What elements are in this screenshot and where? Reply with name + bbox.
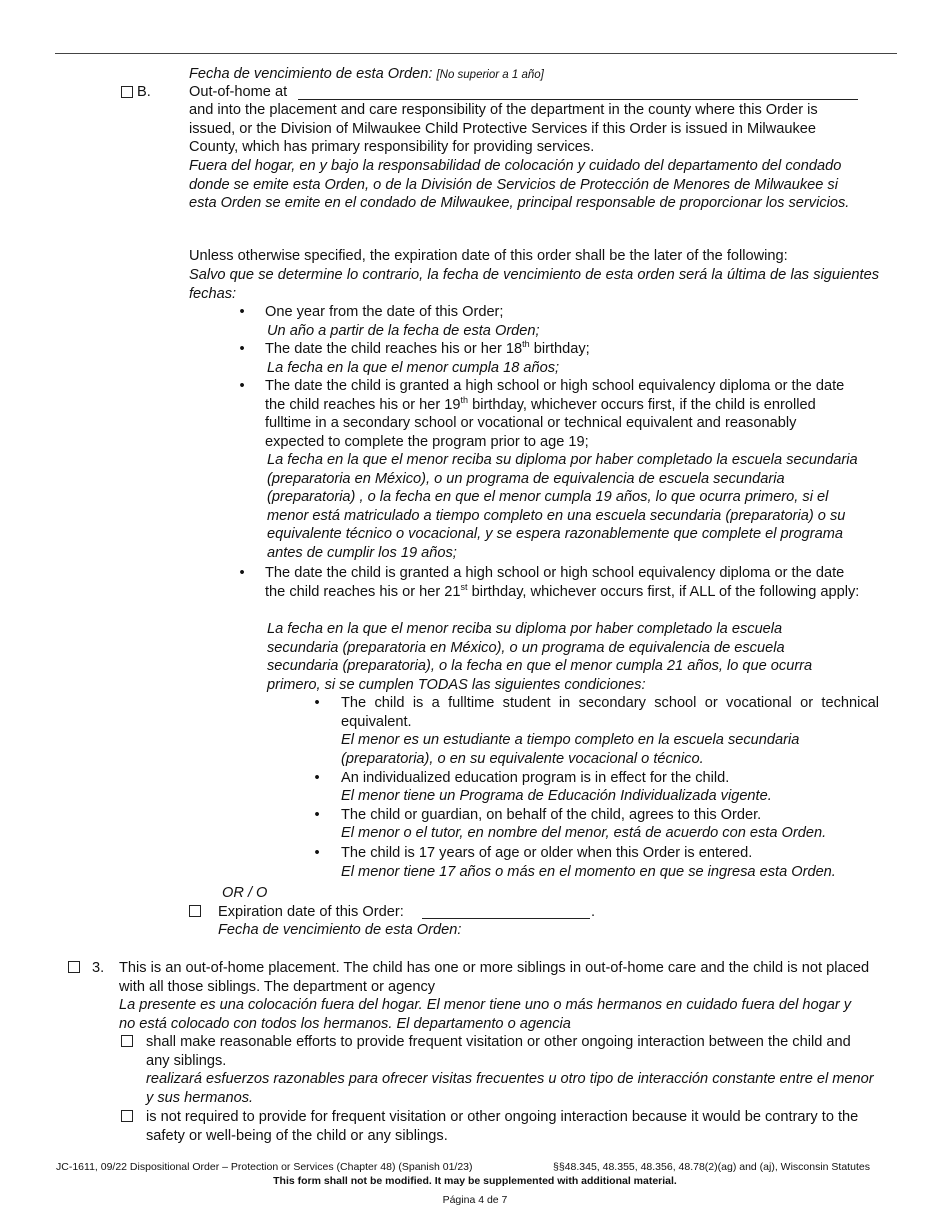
bullet-4-en: The date the child is granted a high school or high school equivalency diploma or the date the child reaches his or her 21st birthday, whichever occurs first, if ALL of the following apply: <box>265 565 860 600</box>
bullet-1-es: Un año a partir de la fecha de esta Orden; <box>267 323 540 339</box>
sub-bullet-1-es: El menor es un estudiante a tiempo completo en la escuela secundaria (preparatoria), o en su equivalente vocacional o técnico. <box>341 732 800 767</box>
section-b-letter: B. <box>137 84 151 100</box>
expiry-label-es: Fecha de vencimiento de esta Orden: <box>189 66 433 82</box>
top-rule <box>55 53 897 54</box>
sub-bullet-4-es: El menor tiene 17 años o más en el momento en que se ingresa esta Orden. <box>341 864 836 880</box>
bullet-dot: • <box>239 378 245 394</box>
page-number: Página 4 de 7 <box>442 1194 508 1206</box>
expiry-note-es: [No superior a 1 año] <box>436 69 544 81</box>
option-reasonable-efforts-checkbox[interactable] <box>121 1035 133 1047</box>
bullet-dot: • <box>239 565 245 581</box>
unless-text-es: Salvo que se determine lo contrario, la fecha de vencimiento de esta orden será la última de las siguientes fechas: <box>189 267 879 302</box>
sub-bullet-dot: • <box>314 695 320 711</box>
sub-bullet-3-es: El menor o el tutor, en nombre del menor, está de acuerdo con esta Orden. <box>341 825 827 841</box>
bullet-3-es: La fecha en la que el menor reciba su diploma por haber completado la escuela secundaria (preparatoria en México), o un programa de equivalencia de escuela secundaria (preparatoria) , o la fecha en que el menor cumpla 19 años, lo que ocurra primero, si el menor está matriculado a tiempo completo en una escuela secundaria (preparatoria) o su equivalente técnico o vocacional, y se espera razonablemente que complete el programa antes de cumplir los 19 años; <box>267 452 858 561</box>
section-b-text-es: Fuera del hogar, en y bajo la responsabilidad de colocación y cuidado del departamento del condado donde se emite esta Orden, o de la División de Servicios de Protección de Menores de Milwaukee si esta Orden se emite en el condado de Milwaukee, principal responsable de proporcionar los servicios. <box>189 158 850 212</box>
footer-notice: This form shall not be modified. It may be supplemented with additional material. <box>273 1175 677 1187</box>
sub-bullet-dot: • <box>314 845 320 861</box>
expiration-date-label-es: Fecha de vencimiento de esta Orden: <box>218 922 462 938</box>
out-of-home-location-field[interactable] <box>298 99 858 100</box>
sub-bullet-dot: • <box>314 807 320 823</box>
section-b-text-en: and into the placement and care responsibility of the department in the county where this Order is issued, or the Division of Milwaukee Child Protective Services if this Order is issued in Milwaukee County, which has primary responsibility for providing services. <box>189 102 818 156</box>
section-3-number: 3. <box>92 960 105 976</box>
bullet-2-es: La fecha en la que el menor cumpla 18 años; <box>267 360 560 376</box>
expiration-date-field[interactable] <box>422 918 590 919</box>
or-label: OR / O <box>222 885 268 901</box>
unless-text-en: Unless otherwise specified, the expiration date of this order shall be the later of the following: <box>189 248 788 264</box>
expiration-date-checkbox[interactable] <box>189 905 201 917</box>
sub-bullet-1-en: The child is a fulltime student in secondary school or vocational or technical equivalent. <box>341 695 879 730</box>
option-not-required-checkbox[interactable] <box>121 1110 133 1122</box>
bullet-1-en: One year from the date of this Order; <box>265 304 504 320</box>
section-3-text-en: This is an out-of-home placement. The child has one or more siblings in out-of-home care and the child is not placed with all those siblings. The department or agency <box>119 960 870 995</box>
section-3-text-es: La presente es una colocación fuera del hogar. El menor tiene uno o más hermanos en cuidado fuera del hogar y no está colocado con todos los hermanos. El departamento o agencia <box>119 997 852 1032</box>
option-not-required-en: is not required to provide for frequent visitation or other ongoing interaction because it would be contrary to the safety or well-being of the child or any siblings. <box>146 1109 859 1144</box>
bullet-dot: • <box>239 304 245 320</box>
bullet-4-es: La fecha en la que el menor reciba su diploma por haber completado la escuela secundaria (preparatoria en México), o un programa de equivalencia de escuela secundaria (preparatoria), o la fecha en que el menor cumpla 21 años, lo que ocurra primero, si se cumplen TODAS las siguientes condiciones: <box>267 621 813 693</box>
sub-bullet-2-en: An individualized education program is in effect for the child. <box>341 770 730 786</box>
footer-statutes: §§48.345, 48.355, 48.356, 48.78(2)(ag) and (aj), Wisconsin Statutes <box>553 1161 870 1173</box>
expiration-date-period: . <box>591 904 596 920</box>
sub-bullet-2-es: El menor tiene un Programa de Educación Individualizada vigente. <box>341 788 772 804</box>
section-3-checkbox[interactable] <box>68 961 80 973</box>
expiration-date-label-en: Expiration date of this Order: <box>218 904 404 920</box>
expiry-header-es <box>189 65 544 85</box>
option-reasonable-efforts-es: realizará esfuerzos razonables para ofrecer visitas frecuentes u otro tipo de interacción constante entre el menor y sus hermanos. <box>146 1071 874 1106</box>
sub-bullet-dot: • <box>314 770 320 786</box>
out-of-home-label: Out-of-home at <box>189 84 288 100</box>
sub-bullet-3-en: The child or guardian, on behalf of the child, agrees to this Order. <box>341 807 762 823</box>
bullet-3-en: The date the child is granted a high school or high school equivalency diploma or the date the child reaches his or her 19th birthday, whichever occurs first, if the child is enrolled fulltime in a secondary school or vocational or technical equivalent and reasonably expected to complete the program prior to age 19; <box>265 378 845 450</box>
sub-bullet-4-en: The child is 17 years of age or older when this Order is entered. <box>341 845 753 861</box>
footer-form-id: JC-1611, 09/22 Dispositional Order – Protection or Services (Chapter 48) (Spanish 01/23) <box>56 1161 473 1173</box>
bullet-dot: • <box>239 341 245 357</box>
option-reasonable-efforts-en: shall make reasonable efforts to provide frequent visitation or other ongoing interaction between the child and any siblings. <box>146 1034 851 1069</box>
bullet-2-en: The date the child reaches his or her 18th birthday; <box>265 339 590 357</box>
section-b-checkbox[interactable] <box>121 86 133 98</box>
